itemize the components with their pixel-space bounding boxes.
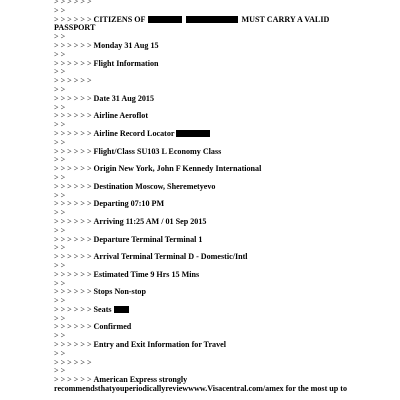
document-line	[54, 271, 396, 280]
quote-prefix: > > > > > >	[54, 40, 92, 50]
document-line	[54, 60, 396, 69]
quote-prefix: > >	[54, 278, 66, 288]
line-text: Stops Non-stop	[93, 287, 146, 297]
quote-prefix: > >	[54, 5, 66, 15]
line-text: Airline Aeroflot	[93, 111, 149, 121]
quote-prefix: > >	[54, 331, 66, 341]
quote-prefix: > >	[54, 243, 66, 253]
line-text: CITIZENS OF	[93, 14, 146, 24]
quote-prefix: > > > > > >	[54, 164, 92, 174]
document-line	[54, 385, 396, 394]
document-line	[54, 0, 396, 7]
document-line	[54, 288, 396, 297]
quote-prefix: > >	[54, 120, 66, 130]
quote-prefix: > > > > > >	[54, 76, 92, 86]
quote-prefix: > >	[54, 348, 66, 358]
document-line	[54, 200, 396, 209]
quote-prefix: > > > > > >	[54, 234, 92, 244]
line-text: Departing 07:10 PM	[93, 199, 165, 209]
document-line	[54, 24, 396, 33]
quote-prefix: > >	[54, 84, 66, 94]
line-text: Monday 31 Aug 15	[93, 40, 159, 50]
quote-prefix: > >	[54, 172, 66, 182]
quote-prefix: > > > > > >	[54, 304, 92, 314]
quote-prefix: > > > > > >	[54, 146, 92, 156]
line-text: Flight/Class SU103 L Economy Class	[93, 146, 222, 156]
quote-prefix: > > > > > >	[54, 199, 92, 209]
line-text: Confirmed	[93, 322, 132, 332]
line-text: Flight Information	[93, 58, 159, 68]
line-text: Entry and Exit Information for Travel	[93, 340, 226, 350]
quote-prefix: > > > > > >	[54, 287, 92, 297]
redaction-bar	[114, 306, 129, 313]
quote-prefix: > >	[54, 260, 66, 270]
quote-prefix: > > > > > >	[54, 111, 92, 121]
redaction-bar	[176, 130, 210, 137]
redaction-bar	[186, 16, 238, 23]
quote-prefix: > >	[54, 225, 66, 235]
line-text: Arrival Terminal Terminal D - Domestic/Intl	[93, 252, 248, 262]
document-line	[54, 16, 396, 25]
quote-prefix: > > > > > >	[54, 216, 92, 226]
line-text: Estimated Time 9 Hrs 15 Mins	[93, 269, 200, 279]
quote-prefix: > >	[54, 190, 66, 200]
line-text: Seats	[93, 304, 112, 314]
document-line	[54, 165, 396, 174]
quote-prefix: > >	[54, 313, 66, 323]
redaction-bar	[148, 16, 182, 23]
line-text: Origin New York, John F Kennedy International	[93, 164, 262, 174]
document-line	[54, 112, 396, 121]
line-text: Arriving 11:25 AM / 01 Sep 2015	[93, 216, 207, 226]
document-line	[54, 77, 396, 86]
line-text: American Express strongly	[93, 375, 188, 385]
quote-prefix: > > > > > >	[54, 14, 92, 24]
quote-prefix: > > > > > >	[54, 181, 92, 191]
document-line	[54, 236, 396, 245]
document-line	[54, 306, 396, 315]
document-line	[54, 341, 396, 350]
quote-prefix: > >	[54, 49, 66, 59]
quote-prefix: > >	[54, 366, 66, 376]
quote-prefix: > > > > > >	[54, 375, 92, 385]
quote-prefix: > > > > > >	[54, 93, 92, 103]
quote-prefix: > >	[54, 67, 66, 77]
quote-prefix: > > > > > >	[54, 340, 92, 350]
document-line	[54, 359, 396, 368]
document-line	[54, 148, 396, 157]
line-text: Date 31 Aug 2015	[93, 93, 155, 103]
quote-prefix: > > > > > >	[54, 322, 92, 332]
quote-prefix: > > > > > >	[54, 128, 92, 138]
quote-prefix: > >	[54, 102, 66, 112]
document-line	[54, 323, 396, 332]
quote-prefix: > > > > > >	[54, 252, 92, 262]
document-line	[54, 95, 396, 104]
quote-prefix: > > > > > >	[54, 357, 92, 367]
quote-prefix: > >	[54, 137, 66, 147]
line-text: PASSPORT	[54, 23, 96, 33]
line-text: MUST CARRY A VALID	[241, 14, 330, 24]
quote-prefix: > > > > > >	[54, 58, 92, 68]
quote-prefix: > >	[54, 296, 66, 306]
email-document-body	[54, 0, 396, 394]
quote-prefix: > > > > > >	[54, 0, 92, 6]
document-line	[54, 350, 396, 359]
document-line	[54, 253, 396, 262]
quote-prefix: > >	[54, 208, 66, 218]
line-text: Departure Terminal Terminal 1	[93, 234, 203, 244]
line-text: Destination Moscow, Sheremetyevo	[93, 181, 216, 191]
quote-prefix: > > > > > >	[54, 269, 92, 279]
document-line	[54, 68, 396, 77]
document-line	[54, 183, 396, 192]
quote-prefix: > >	[54, 155, 66, 165]
line-text: recommendsthatyouperiodicallyreviewwww.Visacentral.com/amex for the most up to	[54, 384, 348, 394]
document-line	[54, 42, 396, 51]
document-line	[54, 130, 396, 139]
document-line	[54, 218, 396, 227]
quote-prefix: > >	[54, 32, 66, 42]
line-text: Airline Record Locator	[93, 128, 175, 138]
